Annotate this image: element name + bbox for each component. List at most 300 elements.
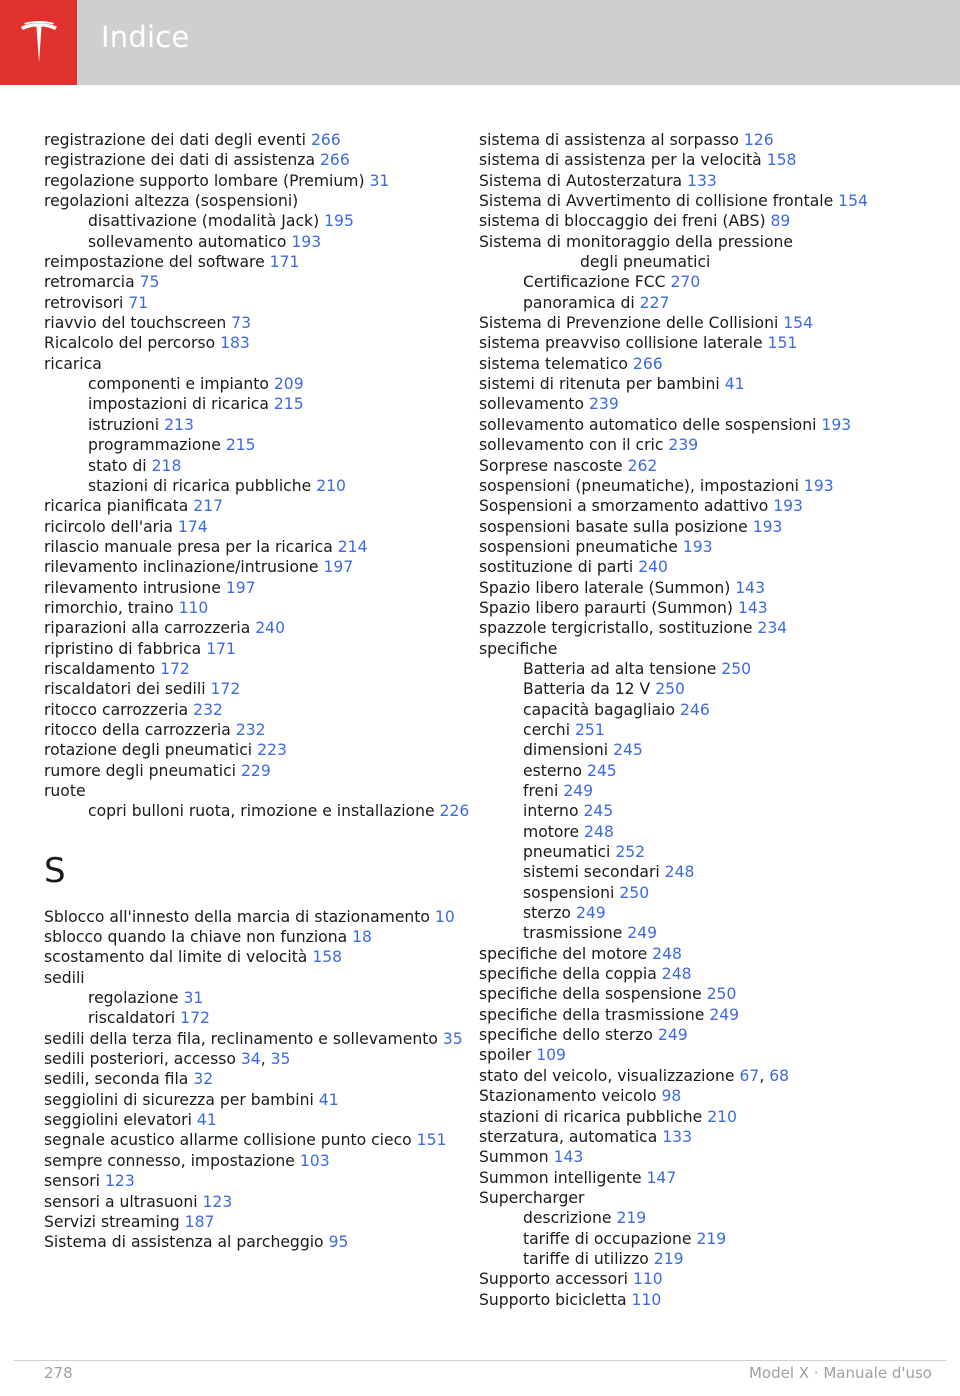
page-link[interactable]: 133 (662, 1127, 693, 1146)
page-link[interactable]: 197 (323, 558, 354, 577)
index-entry (479, 313, 919, 333)
page-link[interactable]: 219 (696, 1229, 727, 1248)
page-link[interactable]: 41 (318, 1090, 339, 1109)
index-term: sblocco quando la chiave non funziona (44, 928, 348, 947)
index-term: ripristino di fabbrica (44, 639, 202, 658)
index-term: sedili posteriori, accesso (44, 1050, 236, 1069)
index-term: sterzatura, automatica (479, 1127, 658, 1146)
index-entry (44, 1212, 474, 1232)
index-entry (44, 293, 474, 313)
page-link[interactable]: 172 (160, 659, 190, 678)
index-entry (479, 598, 919, 618)
index-term: Sistema di Autosterzatura (479, 171, 683, 190)
index-term: copri bulloni ruota, rimozione e installazione (88, 802, 435, 821)
page-link[interactable]: 143 (737, 598, 768, 617)
index-entry (479, 1188, 919, 1208)
page-link[interactable]: 147 (646, 1168, 677, 1187)
index-subentry (44, 435, 474, 455)
index-term: Sorprese nascoste (479, 456, 623, 475)
index-subentry (479, 720, 919, 740)
page-link[interactable]: 214 (337, 537, 368, 556)
index-term: sedili della terza fila, reclinamento e sollevamento (44, 1029, 438, 1048)
index-subentry (44, 394, 474, 414)
index-term: stazioni di ricarica pubbliche (88, 476, 312, 495)
index-term: sollevamento (479, 395, 585, 414)
page-link[interactable]: 249 (709, 1005, 740, 1024)
index-entry (479, 537, 919, 557)
index-subentry (479, 293, 919, 313)
tesla-logo-icon (19, 21, 59, 65)
index-entry (44, 252, 474, 272)
index-subentry (479, 740, 919, 760)
page-link[interactable]: 249 (563, 782, 594, 800)
page-link[interactable]: 171 (269, 253, 300, 272)
index-term: sollevamento automatico (88, 232, 287, 251)
index-entry (44, 272, 474, 292)
page-link[interactable]: 248 (584, 822, 614, 841)
index-term: sospensioni pneumatiche (479, 537, 678, 556)
index-entry (44, 354, 474, 374)
index-entry (479, 232, 919, 252)
index-entry (479, 964, 919, 984)
index-column-left (44, 130, 474, 1253)
index-entry (479, 984, 919, 1004)
index-term: retromarcia (44, 273, 135, 292)
page-link[interactable]: 248 (652, 944, 682, 963)
index-subentry (479, 679, 919, 699)
index-term: rilevamento inclinazione/intrusione (44, 558, 319, 577)
page-link[interactable]: 210 (316, 476, 346, 495)
index-entry (44, 1171, 474, 1191)
index-entry (479, 456, 919, 476)
index-entry (44, 130, 474, 150)
page-link[interactable]: 95 (328, 1233, 349, 1252)
index-term: sistema preavviso collisione laterale (479, 334, 763, 353)
index-entry (44, 150, 474, 170)
index-subentry (479, 1208, 919, 1228)
index-term: dimensioni (523, 741, 609, 760)
index-term: Sistema di assistenza al parcheggio (44, 1233, 324, 1252)
index-entry (44, 927, 474, 947)
index-term: motore (523, 822, 580, 841)
page-link[interactable]: 215 (225, 436, 256, 455)
index-entry (479, 211, 919, 231)
page-link[interactable]: 266 (632, 354, 663, 373)
index-term: seggiolini elevatori (44, 1111, 192, 1130)
index-entry (479, 1147, 919, 1167)
page-link[interactable]: 234 (757, 619, 788, 638)
page-link[interactable]: 213 (164, 415, 194, 434)
page-link[interactable]: 193 (773, 497, 803, 516)
index-entry (44, 1151, 474, 1171)
page-link[interactable]: 240 (255, 619, 286, 638)
page-link[interactable]: 193 (803, 476, 834, 495)
page-link[interactable]: 110 (178, 598, 209, 617)
page-link[interactable]: 32 (193, 1070, 214, 1089)
page-link[interactable]: 109 (536, 1046, 566, 1065)
index-entry (479, 415, 919, 435)
page-link[interactable]: 73 (231, 314, 252, 333)
index-entry (479, 1269, 919, 1289)
index-term: scostamento dal limite di velocità (44, 948, 308, 967)
index-term: rimorchio, traino (44, 598, 174, 617)
page-link[interactable]: 171 (206, 639, 236, 658)
page-link[interactable]: 252 (615, 843, 646, 862)
index-term: reimpostazione del software (44, 253, 265, 272)
page-link[interactable]: 158 (312, 948, 343, 967)
page-link[interactable]: 110 (631, 1290, 662, 1309)
page-link[interactable]: 133 (687, 171, 717, 190)
page-link[interactable]: 226 (439, 802, 470, 821)
page-link[interactable]: 172 (210, 680, 241, 699)
page-link[interactable]: 193 (752, 517, 783, 536)
index-term: sospensioni (pneumatiche), impostazioni (479, 476, 799, 495)
index-entry (44, 578, 474, 598)
index-term: Sistema di Prevenzione delle Collisioni (479, 314, 779, 333)
index-term: Sistema di Avvertimento di collisione frontale (479, 192, 834, 211)
page-header (0, 0, 960, 85)
index-term: stazioni di ricarica pubbliche (479, 1107, 703, 1126)
page-link[interactable]: 219 (616, 1209, 647, 1228)
page-link[interactable]: 151 (767, 334, 798, 353)
page-link[interactable]: 262 (627, 456, 658, 475)
index-entry (479, 171, 919, 191)
index-entry (44, 700, 474, 720)
index-entry (479, 557, 919, 577)
index-term: ricarica (44, 354, 102, 373)
index-term: Supercharger (479, 1188, 585, 1207)
page-link[interactable]: 18 (352, 928, 372, 947)
index-entry (44, 907, 474, 927)
page-link[interactable]: 123 (104, 1172, 135, 1191)
page-link[interactable]: 151 (416, 1131, 447, 1150)
index-term: Sistema di monitoraggio della pressione (479, 232, 793, 251)
index-term: Sospensioni a smorzamento adattivo (479, 497, 769, 516)
index-term: registrazione dei dati degli eventi (44, 131, 306, 149)
index-term: cerchi (523, 720, 571, 739)
index-term: specifiche del motore (479, 944, 648, 963)
index-term: ruote (44, 782, 86, 800)
index-entry (44, 639, 474, 659)
index-term: rilascio manuale presa per la ricarica (44, 537, 333, 556)
page-link[interactable]: 210 (707, 1107, 737, 1126)
index-term: panoramica di (523, 293, 635, 312)
page-link[interactable]: 31 (369, 171, 390, 190)
page-link[interactable]: 215 (273, 395, 304, 414)
index-entry (479, 333, 919, 353)
index-subentry (479, 862, 919, 882)
index-entry (44, 968, 474, 988)
page-link[interactable]: 67 (739, 1066, 760, 1085)
index-entry (479, 1127, 919, 1147)
page-link[interactable]: 123 (202, 1192, 233, 1211)
page-link[interactable]: 197 (225, 578, 256, 597)
index-term: rotazione degli pneumatici (44, 741, 253, 760)
index-entry (44, 517, 474, 537)
index-entry: stato del veicolo, visualizzazione 67, 68 (479, 1066, 790, 1085)
page-link[interactable]: 218 (151, 456, 182, 475)
page-link[interactable]: 195 (324, 212, 354, 231)
index-term: disattivazione (modalità Jack) (88, 212, 320, 231)
index-subentry (479, 822, 919, 842)
index-subentry (44, 374, 474, 394)
index-term: Sblocco all'innesto della marcia di stazionamento (44, 907, 430, 926)
index-term: retrovisori (44, 293, 124, 312)
page-link[interactable]: 68 (769, 1066, 790, 1085)
index-term: sempre connesso, impostazione (44, 1151, 295, 1170)
page-link[interactable]: 249 (657, 1026, 688, 1045)
index-term: sistema di bloccaggio dei freni (ABS) (479, 212, 766, 231)
index-term: sollevamento con il cric (479, 436, 664, 455)
index-term: stato di (88, 456, 147, 475)
page-link[interactable]: 10 (434, 907, 455, 926)
brand-logo (0, 0, 77, 85)
page-link[interactable]: 239 (668, 436, 699, 455)
page-link[interactable]: 266 (319, 151, 350, 170)
index-term: sensori a ultrasuoni (44, 1192, 198, 1211)
index-entry (44, 618, 474, 638)
page-link[interactable]: 249 (627, 924, 658, 943)
index-subentry (479, 903, 919, 923)
index-term: sensori (44, 1172, 101, 1191)
page-link[interactable]: 209 (273, 375, 304, 394)
page-link[interactable]: 246 (680, 700, 710, 719)
index-subentry (44, 232, 474, 252)
page-link[interactable]: 248 (664, 863, 695, 882)
index-term: spoiler (479, 1046, 532, 1065)
index-entry (479, 618, 919, 638)
index-subentry (479, 659, 919, 679)
index-subentry (479, 923, 919, 943)
index-entry (44, 1192, 474, 1212)
page-link[interactable]: 35 (442, 1029, 463, 1048)
index-term: trasmissione (523, 924, 623, 943)
footer-page-number: 278 (44, 1364, 73, 1382)
page-link[interactable]: 232 (235, 720, 266, 739)
page-link[interactable]: 41 (196, 1111, 217, 1130)
index-entry (479, 435, 919, 455)
index-term: sistemi secondari (523, 863, 660, 882)
index-term: sterzo (523, 904, 571, 923)
index-entry (44, 679, 474, 699)
index-term: Spazio libero laterale (Summon) (479, 578, 731, 597)
index-entry (479, 1025, 919, 1045)
index-term: riscaldatori dei sedili (44, 680, 206, 699)
index-subentry (479, 842, 919, 862)
index-term: Supporto bicicletta (479, 1290, 627, 1309)
page-link[interactable]: 245 (613, 741, 643, 760)
page-link[interactable]: 31 (183, 989, 204, 1008)
page-link[interactable]: 270 (670, 273, 701, 292)
index-entry (479, 578, 919, 598)
index-term: specifiche della trasmissione (479, 1005, 705, 1024)
page-link[interactable]: 245 (586, 761, 617, 780)
index-term: Certificazione FCC (523, 273, 666, 292)
page-link[interactable]: 217 (193, 497, 224, 516)
page-link[interactable]: 143 (553, 1148, 584, 1167)
page-link[interactable]: 35 (270, 1050, 291, 1069)
index-term: riavvio del touchscreen (44, 314, 227, 333)
index-term: Summon (479, 1148, 549, 1167)
index-subentry (479, 1249, 919, 1269)
index-term: sollevamento automatico delle sospensioni (479, 415, 817, 434)
index-term: regolazioni altezza (sospensioni) (44, 192, 299, 211)
index-term: sistema di assistenza per la velocità (479, 151, 762, 170)
index-term: spazzole tergicristallo, sostituzione (479, 619, 753, 638)
page-link[interactable]: 193 (682, 537, 713, 556)
index-entry (44, 947, 474, 967)
index-term: Spazio libero paraurti (Summon) (479, 598, 733, 617)
page-link[interactable]: 219 (653, 1249, 684, 1268)
index-term: Supporto accessori (479, 1270, 628, 1289)
index-term: sospensioni basate sulla posizione (479, 517, 748, 536)
page-link[interactable]: 229 (240, 761, 271, 780)
index-subentry (44, 988, 474, 1008)
index-entry (479, 496, 919, 516)
index-letter-heading: S (44, 850, 66, 891)
index-entry (44, 333, 474, 353)
index-entry (44, 781, 474, 801)
index-entry (44, 1090, 474, 1110)
page-link[interactable]: 232 (193, 700, 223, 719)
index-entry (479, 1168, 919, 1188)
index-term: freni (523, 782, 559, 800)
page-link[interactable]: 75 (139, 273, 160, 292)
page-link[interactable]: 250 (655, 680, 685, 699)
index-term: registrazione dei dati di assistenza (44, 151, 316, 170)
index-term: regolazione (88, 989, 179, 1008)
page-link[interactable]: 266 (310, 131, 341, 149)
index-entry (479, 394, 919, 414)
page-link[interactable]: 89 (770, 212, 791, 231)
index-term: Ricalcolo del percorso (44, 334, 216, 353)
page-link[interactable]: 193 (291, 232, 322, 251)
index-entry (44, 191, 474, 211)
page-link[interactable]: 249 (575, 904, 606, 923)
page-link[interactable]: 183 (220, 334, 250, 353)
index-term: sistema telematico (479, 354, 628, 373)
index-subentry (44, 456, 474, 476)
index-term: Batteria ad alta tensione (523, 659, 717, 678)
page-link[interactable]: 248 (661, 965, 692, 984)
index-term: specifiche della coppia (479, 965, 657, 984)
index-entry (479, 374, 919, 394)
index-term: specifiche dello sterzo (479, 1026, 653, 1045)
index-entry (479, 1107, 919, 1127)
index-term: pneumatici (523, 843, 611, 862)
index-entry (44, 537, 474, 557)
index-term: descrizione (523, 1209, 612, 1228)
page-link[interactable]: 154 (838, 192, 868, 211)
page-link[interactable]: 227 (639, 293, 670, 312)
index-term: segnale acustico allarme collisione punto cieco (44, 1131, 412, 1150)
index-term: regolazione supporto lombare (Premium) (44, 171, 365, 190)
index-entry (479, 354, 919, 374)
index-term: istruzioni (88, 415, 160, 434)
index-entry (44, 598, 474, 618)
index-entry (44, 720, 474, 740)
page-link[interactable]: 154 (783, 314, 814, 333)
page-link[interactable]: 103 (299, 1151, 330, 1170)
footer-manual-title: Model X · Manuale d'uso (748, 1364, 932, 1382)
index-subentry (479, 252, 919, 272)
index-entry (44, 171, 474, 191)
page-link[interactable]: 245 (583, 802, 614, 821)
index-entry (44, 1232, 474, 1252)
index-subentry (479, 1229, 919, 1249)
index-term: riparazioni alla carrozzeria (44, 619, 251, 638)
index-term: sedili, seconda fila (44, 1070, 189, 1089)
page-link[interactable]: 251 (575, 720, 605, 739)
index-term: ritocco della carrozzeria (44, 720, 231, 739)
index-term: Servizi streaming (44, 1212, 180, 1231)
index-entry (44, 1110, 474, 1130)
index-subentry (44, 801, 474, 821)
index-subentry (479, 883, 919, 903)
page-link[interactable]: 172 (180, 1009, 210, 1028)
index-subentry (44, 211, 474, 231)
page-link[interactable]: 250 (721, 659, 752, 678)
page-link[interactable]: 41 (724, 375, 745, 394)
index-term: interno (523, 802, 579, 821)
index-term: rilevamento intrusione (44, 578, 221, 597)
footer-divider (14, 1360, 946, 1361)
page-link[interactable]: 126 (743, 131, 774, 149)
index-term: Batteria da 12 V (523, 680, 651, 699)
page-link[interactable]: 250 (619, 883, 650, 902)
index-subentry (479, 700, 919, 720)
index-entry (44, 1130, 474, 1150)
page-link[interactable]: 143 (735, 578, 766, 597)
index-entry (479, 1045, 919, 1065)
page-link[interactable]: 34 (240, 1050, 261, 1069)
page-title: Indice (101, 20, 190, 54)
index-term: riscaldatori (88, 1009, 176, 1028)
index-subentry (479, 801, 919, 821)
index-term: degli pneumatici (580, 253, 711, 272)
index-entry (479, 1005, 919, 1025)
page-link[interactable]: 158 (766, 151, 797, 170)
index-term: sistemi di ritenuta per bambini (479, 375, 720, 394)
page-link[interactable]: 193 (821, 415, 852, 434)
page-link[interactable]: 187 (184, 1212, 215, 1231)
index-entry (479, 130, 919, 150)
index-term: componenti e impianto (88, 375, 269, 394)
index-term: seggiolini di sicurezza per bambini (44, 1090, 314, 1109)
index-term: specifiche (479, 639, 558, 658)
index-subentry (44, 1008, 474, 1028)
page-link[interactable]: 98 (661, 1087, 682, 1106)
index-entry (479, 639, 919, 659)
index-term: riscaldamento (44, 659, 156, 678)
index-entry (479, 517, 919, 537)
index-term: rumore degli pneumatici (44, 761, 237, 780)
page-link[interactable]: 110 (632, 1270, 663, 1289)
page-link[interactable]: 71 (128, 293, 149, 312)
index-entry (44, 557, 474, 577)
page-link[interactable]: 239 (589, 395, 619, 414)
page-link[interactable]: 240 (638, 558, 668, 577)
page-link[interactable]: 223 (257, 741, 287, 760)
index-term: sostituzione di parti (479, 558, 634, 577)
index-entry (44, 496, 474, 516)
page-link[interactable]: 174 (177, 517, 208, 536)
page-link[interactable]: 250 (706, 985, 737, 1004)
index-term: sospensioni (523, 883, 615, 902)
index-term: ricircolo dell'aria (44, 517, 173, 536)
index-term: stato del veicolo, visualizzazione (479, 1066, 735, 1085)
index-term: capacità bagagliaio (523, 700, 676, 719)
